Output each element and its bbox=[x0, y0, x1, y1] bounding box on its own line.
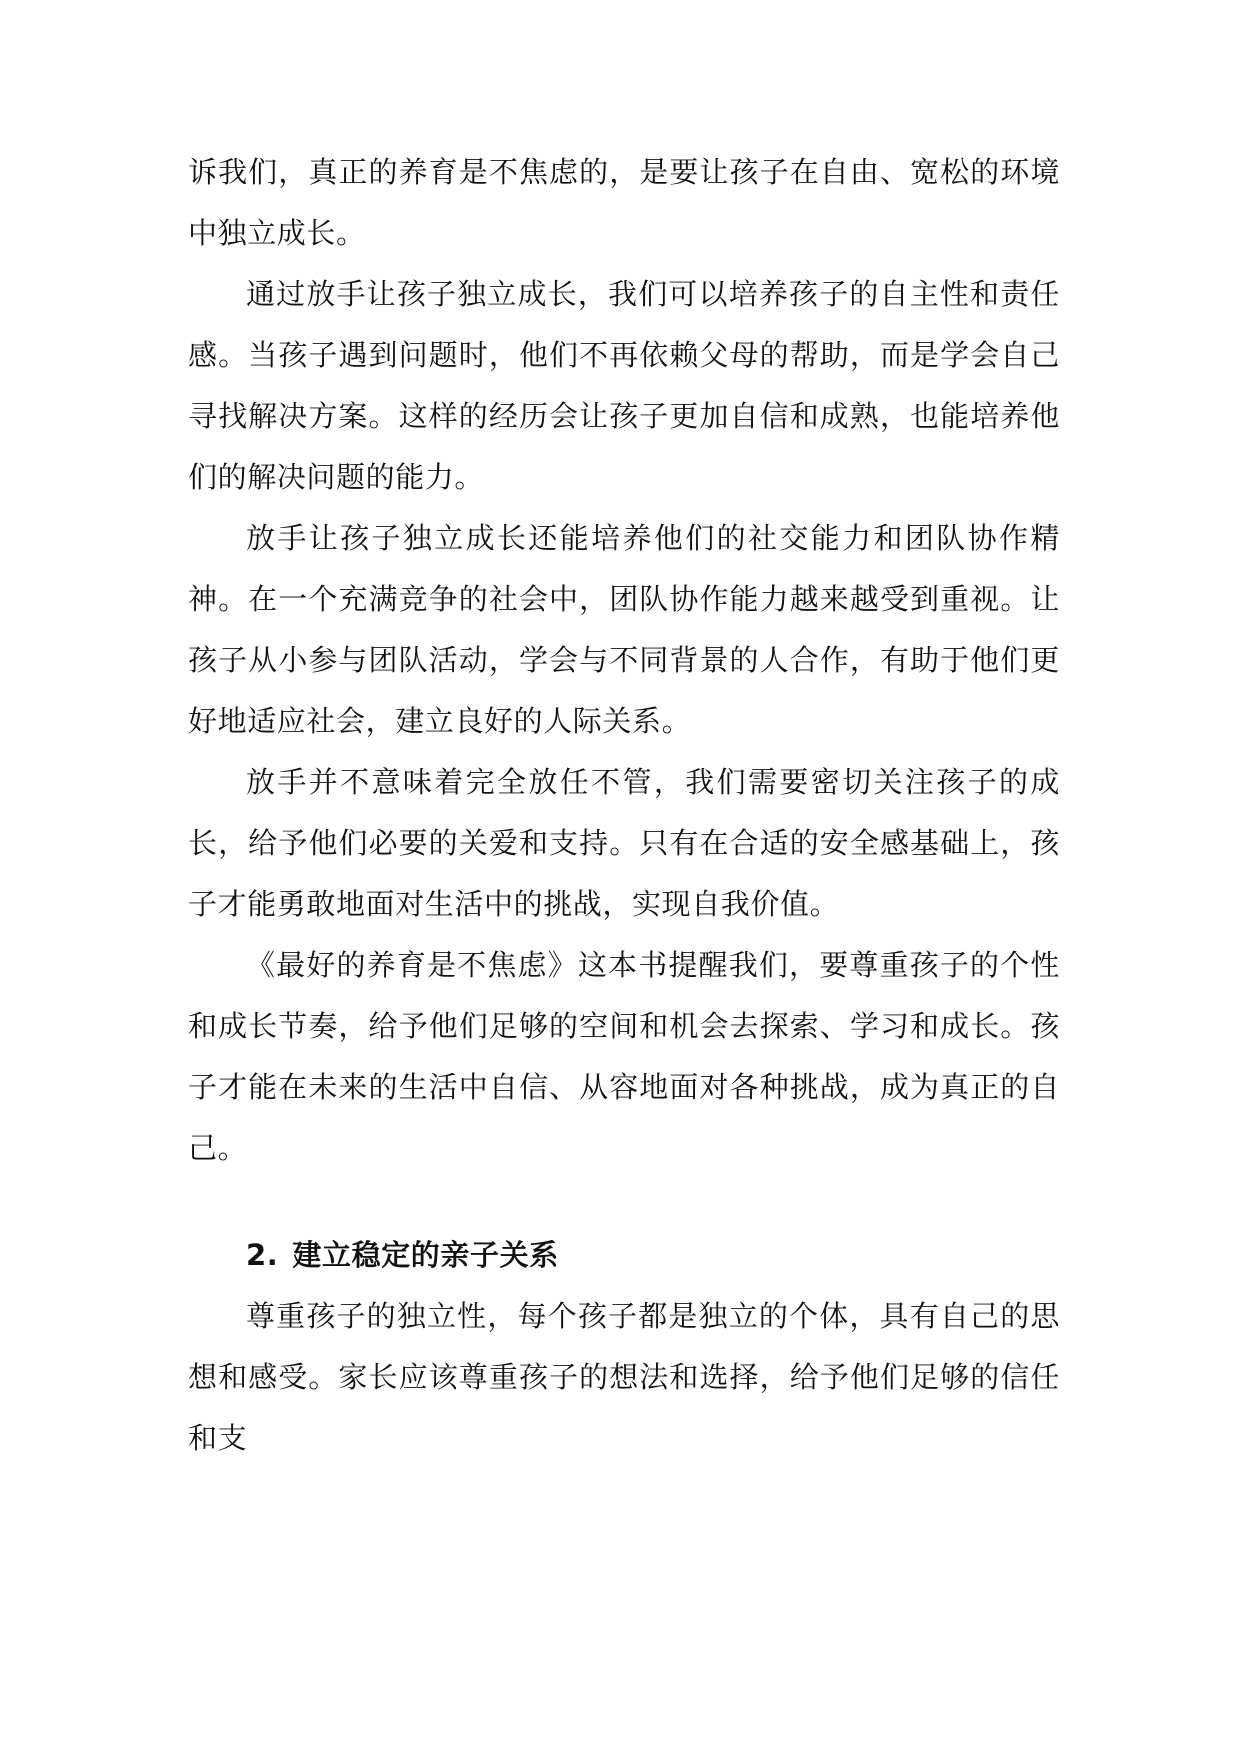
paragraph-independence: 通过放手让孩子独立成长，我们可以培养孩子的自主性和责任感。当孩子遇到问题时，他们不再依赖父母的帮助，而是学会自己寻找解决方案。这样的经历会让孩子更加自信和成熟，也能培养他们的解决问题的能力。 bbox=[188, 277, 1060, 494]
document-body bbox=[188, 142, 1060, 1469]
paragraph-respect-independence: 尊重孩子的独立性，每个孩子都是独立的个体，具有自己的思想和感受。家长应该尊重孩子的想法和选择，给予他们足够的信任和支 bbox=[188, 1299, 1060, 1455]
section-number: 2. bbox=[246, 1238, 279, 1272]
section-heading bbox=[188, 1225, 1060, 1286]
paragraph-care-support: 放手并不意味着完全放任不管，我们需要密切关注孩子的成长，给予他们必要的关爱和支持。只有在合适的安全感基础上，孩子才能勇敢地面对生活中的挑战，实现自我价值。 bbox=[188, 765, 1060, 921]
paragraph-continuation: 诉我们，真正的养育是不焦虑的，是要让孩子在自由、宽松的环境中独立成长。 bbox=[188, 155, 1060, 250]
section-title: 建立稳定的亲子关系 bbox=[292, 1238, 559, 1272]
paragraph-book-reminder: 《最好的养育是不焦虑》这本书提醒我们，要尊重孩子的个性和成长节奏，给予他们足够的空间和机会去探索、学习和成长。孩子才能在未来的生活中自信、从容地面对各种挑战，成为真正的自己。 bbox=[188, 948, 1060, 1165]
paragraph-social-skills: 放手让孩子独立成长还能培养他们的社交能力和团队协作精神。在一个充满竞争的社会中，团队协作能力越来越受到重视。让孩子从小参与团队活动，学会与不同背景的人合作，有助于他们更好地适应社会，建立良好的人际关系。 bbox=[188, 521, 1060, 738]
